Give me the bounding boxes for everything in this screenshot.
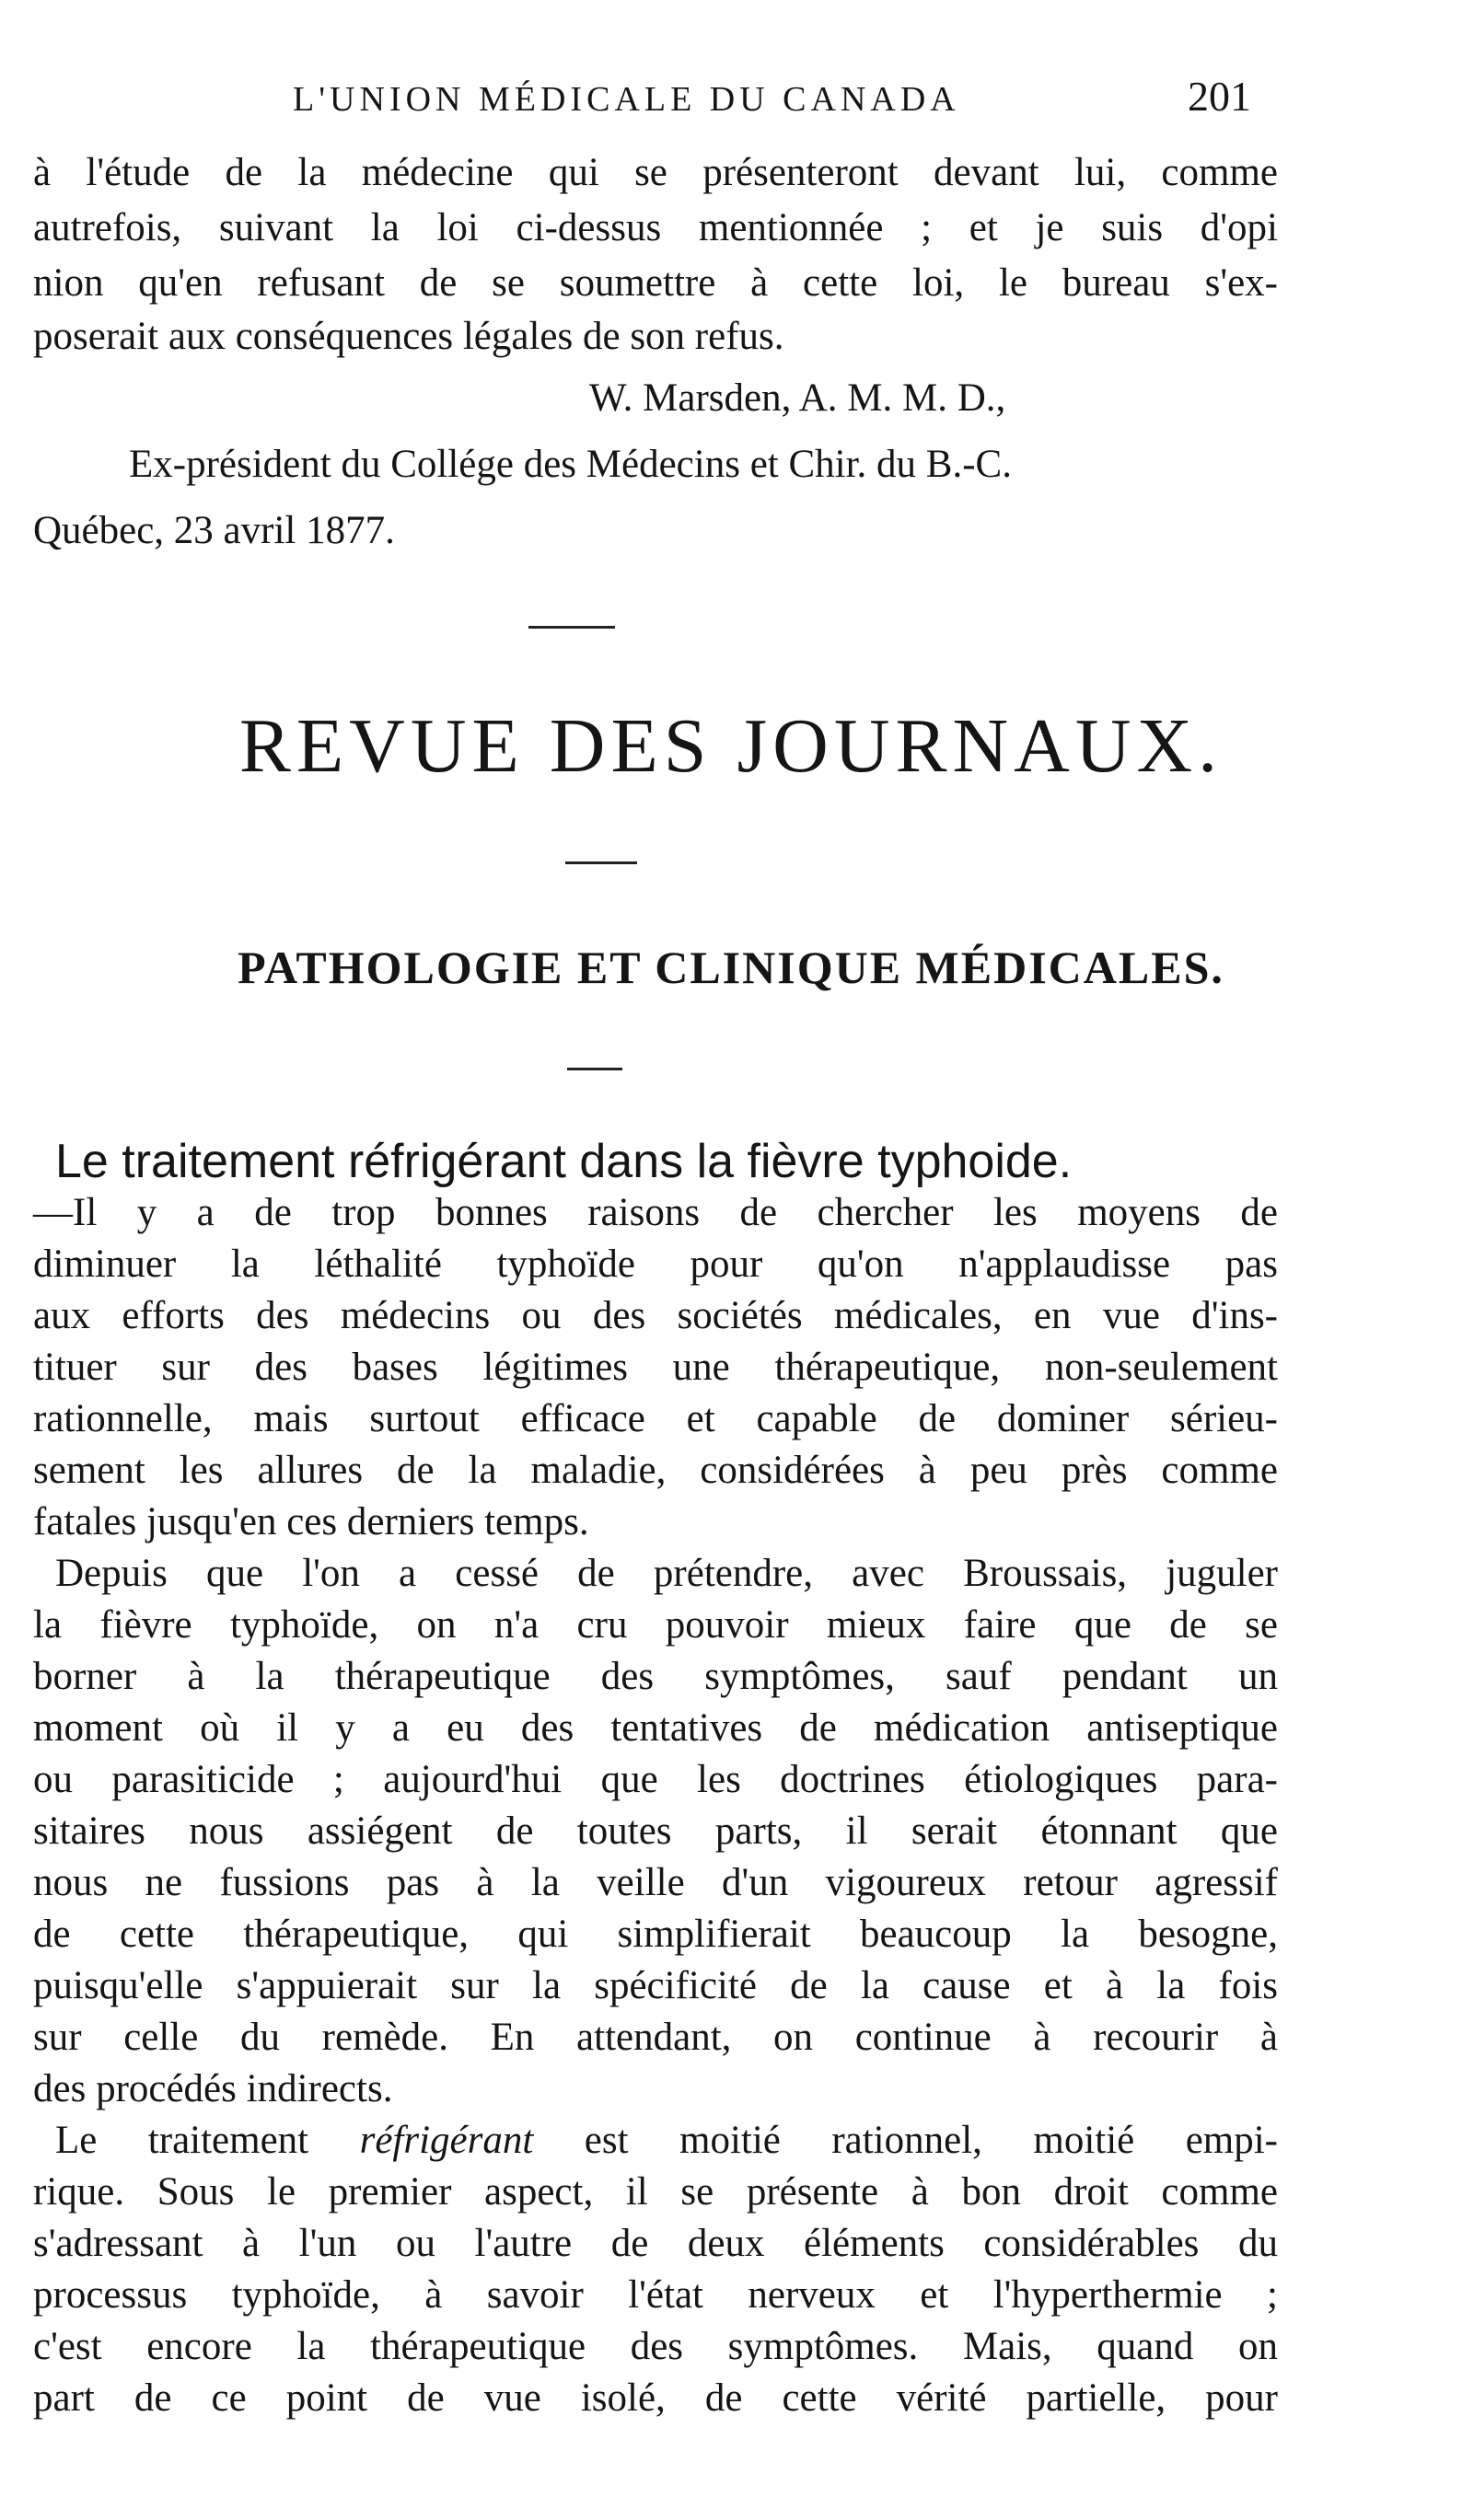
separator-rule (567, 1068, 622, 1070)
article-line: borner à la thérapeutique des symptômes, sauf pendant un (33, 1655, 1278, 1698)
journal-title: L'UNION MÉDICALE DU CANADA (293, 80, 960, 119)
separator-rule (565, 861, 637, 864)
article-line: la fièvre typhoïde, on n'a cru pouvoir mieux faire que de se (33, 1603, 1278, 1647)
letter-line: nion qu'en refusant de se soumettre à cette loi, le bureau s'ex- (33, 261, 1278, 305)
signature-title: Ex-président du Collége des Médecins et Chir. du B.-C. (129, 443, 1012, 486)
article-line: c'est encore la thérapeutique des symptômes. Mais, quand on (33, 2325, 1278, 2368)
article-line: processus typhoïde, à savoir l'état nerveux et l'hyperthermie ; (33, 2273, 1278, 2317)
article-line: sur celle du remède. En attendant, on continue à recourir à (33, 2016, 1278, 2059)
article-title: Le traitement réfrigérant dans la fièvre typhoide. (55, 1135, 1073, 1188)
letter-line: autrefois, suivant la loi ci-dessus mentionnée ; et je suis d'opi (33, 206, 1278, 249)
section-title: REVUE DES JOURNAUX. (238, 703, 1224, 789)
subsection-title: PATHOLOGIE ET CLINIQUE MÉDICALES. (238, 942, 1224, 993)
article-line: s'adressant à l'un ou l'autre de deux éléments considérables du (33, 2222, 1278, 2265)
article-line: des procédés indirects. (33, 2067, 393, 2110)
article-line: part de ce point de vue isolé, de cette vérité partielle, pour (33, 2376, 1278, 2420)
article-line: puisqu'elle s'appuierait sur la spécificité de la cause et à la fois (33, 1964, 1278, 2007)
text-run: Le traitement (55, 2119, 360, 2162)
article-line: diminuer la léthalité typhoïde pour qu'on n'applaudisse pas (33, 1243, 1278, 1286)
italic-term: réfrigérant (359, 2119, 534, 2162)
article-line: moment où il y a eu des tentatives de médication antiseptique (33, 1706, 1278, 1750)
text-run: est moitié rationnel, moitié empi- (533, 2119, 1279, 2162)
page-number: 201 (1188, 73, 1251, 120)
article-line: —Il y a de trop bonnes raisons de chercher les moyens de (33, 1191, 1278, 1234)
place-date: Québec, 23 avril 1877. (33, 509, 395, 552)
article-line (55, 2121, 1278, 2160)
article-line: fatales jusqu'en ces derniers temps. (33, 1500, 589, 1543)
article-line: de cette thérapeutique, qui simplifierait beaucoup la besogne, (33, 1913, 1278, 1956)
article-line: aux efforts des médecins ou des sociétés médicales, en vue d'ins- (33, 1294, 1278, 1337)
article-line: ou parasiticide ; aujourd'hui que les doctrines étiologiques para- (33, 1758, 1278, 1801)
letter-line: à l'étude de la médecine qui se présenteront devant lui, comme (33, 151, 1278, 194)
article-line: rationnelle, mais surtout efficace et capable de dominer sérieu- (33, 1397, 1278, 1440)
article-line: nous ne fussions pas à la veille d'un vigoureux retour agressif (33, 1861, 1278, 1904)
article-line: sitaires nous assiégent de toutes parts, il serait étonnant que (33, 1809, 1278, 1853)
article-line: rique. Sous le premier aspect, il se présente à bon droit comme (33, 2170, 1278, 2214)
article-line: Depuis que l'on a cessé de prétendre, avec Broussais, juguler (55, 1552, 1278, 1595)
letter-line: poserait aux conséquences légales de son refus. (33, 315, 784, 358)
running-head (0, 72, 1462, 127)
article-line: sement les allures de la maladie, considérées à peu près comme (33, 1449, 1278, 1492)
signature-name: W. Marsden, A. M. M. D., (589, 376, 1006, 420)
article-line: tituer sur des bases légitimes une thérapeutique, non-seulement (33, 1346, 1278, 1389)
separator-rule (528, 626, 615, 629)
